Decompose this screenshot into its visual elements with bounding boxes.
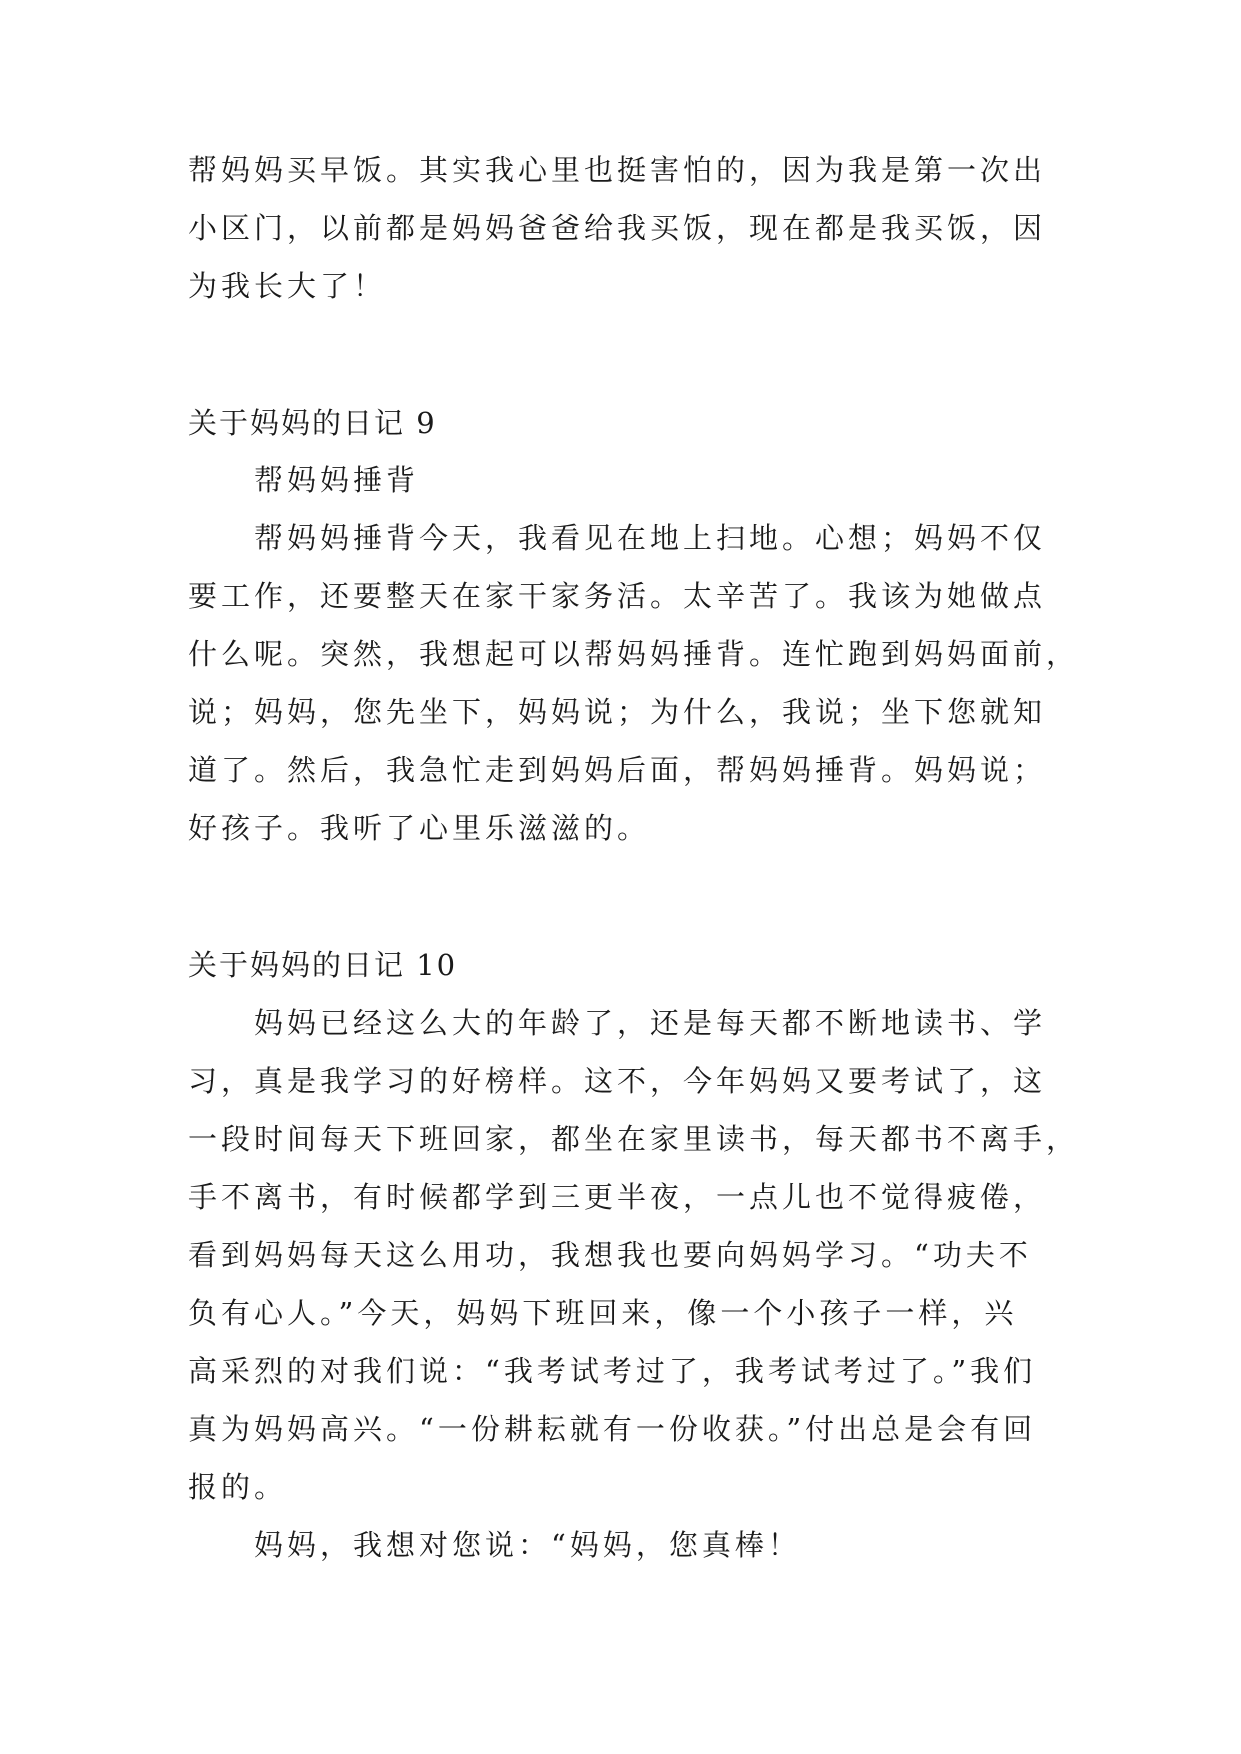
paragraph-line: 好孩子。我听了心里乐滋滋的。 [188,811,651,845]
paragraph-line: 负有心人。”今天，妈妈下班回来，像一个小孩子一样，兴 [188,1296,1018,1330]
paragraph-line: 高采烈的对我们说：“我考试考过了，我考试考过了。”我们 [188,1354,1037,1388]
section-heading: 关于妈妈的日记 10 [188,948,458,982]
paragraph-line: 真为妈妈高兴。“一份耕耘就有一份收获。”付出总是会有回 [188,1412,1037,1446]
paragraph-line: 一段时间每天下班回家，都坐在家里读书，每天都书不离手， [188,1122,1080,1156]
paragraph-line: 帮妈妈捶背今天，我看见在地上扫地。心想；妈妈不仅 [254,521,1047,555]
paragraph-line: 手不离书，有时候都学到三更半夜，一点儿也不觉得疲倦， [188,1180,1047,1214]
paragraph-line: 说；妈妈，您先坐下，妈妈说；为什么，我说；坐下您就知 [188,695,1047,729]
paragraph-line: 小区门，以前都是妈妈爸爸给我买饭，现在都是我买饭，因 [188,211,1047,245]
paragraph-line: 习，真是我学习的好榜样。这不，今年妈妈又要考试了，这 [188,1064,1047,1098]
paragraph-line: 为我长大了！ [188,269,387,303]
paragraph-line: 道了。然后，我急忙走到妈妈后面，帮妈妈捶背。妈妈说； [188,753,1047,787]
section-subtitle: 帮妈妈捶背 [254,463,420,497]
paragraph-line: 看到妈妈每天这么用功，我想我也要向妈妈学习。“功夫不 [188,1238,1032,1272]
closing-line: 妈妈，我想对您说：“妈妈，您真棒！ [254,1528,801,1562]
paragraph-line: 要工作，还要整天在家干家务活。太辛苦了。我该为她做点 [188,579,1047,613]
paragraph-line: 什么呢。突然，我想起可以帮妈妈捶背。连忙跑到妈妈面前， [188,637,1080,671]
paragraph-line: 报的。 [188,1470,288,1504]
section-heading: 关于妈妈的日记 9 [188,406,437,440]
paragraph-line: 妈妈已经这么大的年龄了，还是每天都不断地读书、学 [254,1006,1047,1040]
paragraph-line: 帮妈妈买早饭。其实我心里也挺害怕的，因为我是第一次出 [188,153,1047,187]
